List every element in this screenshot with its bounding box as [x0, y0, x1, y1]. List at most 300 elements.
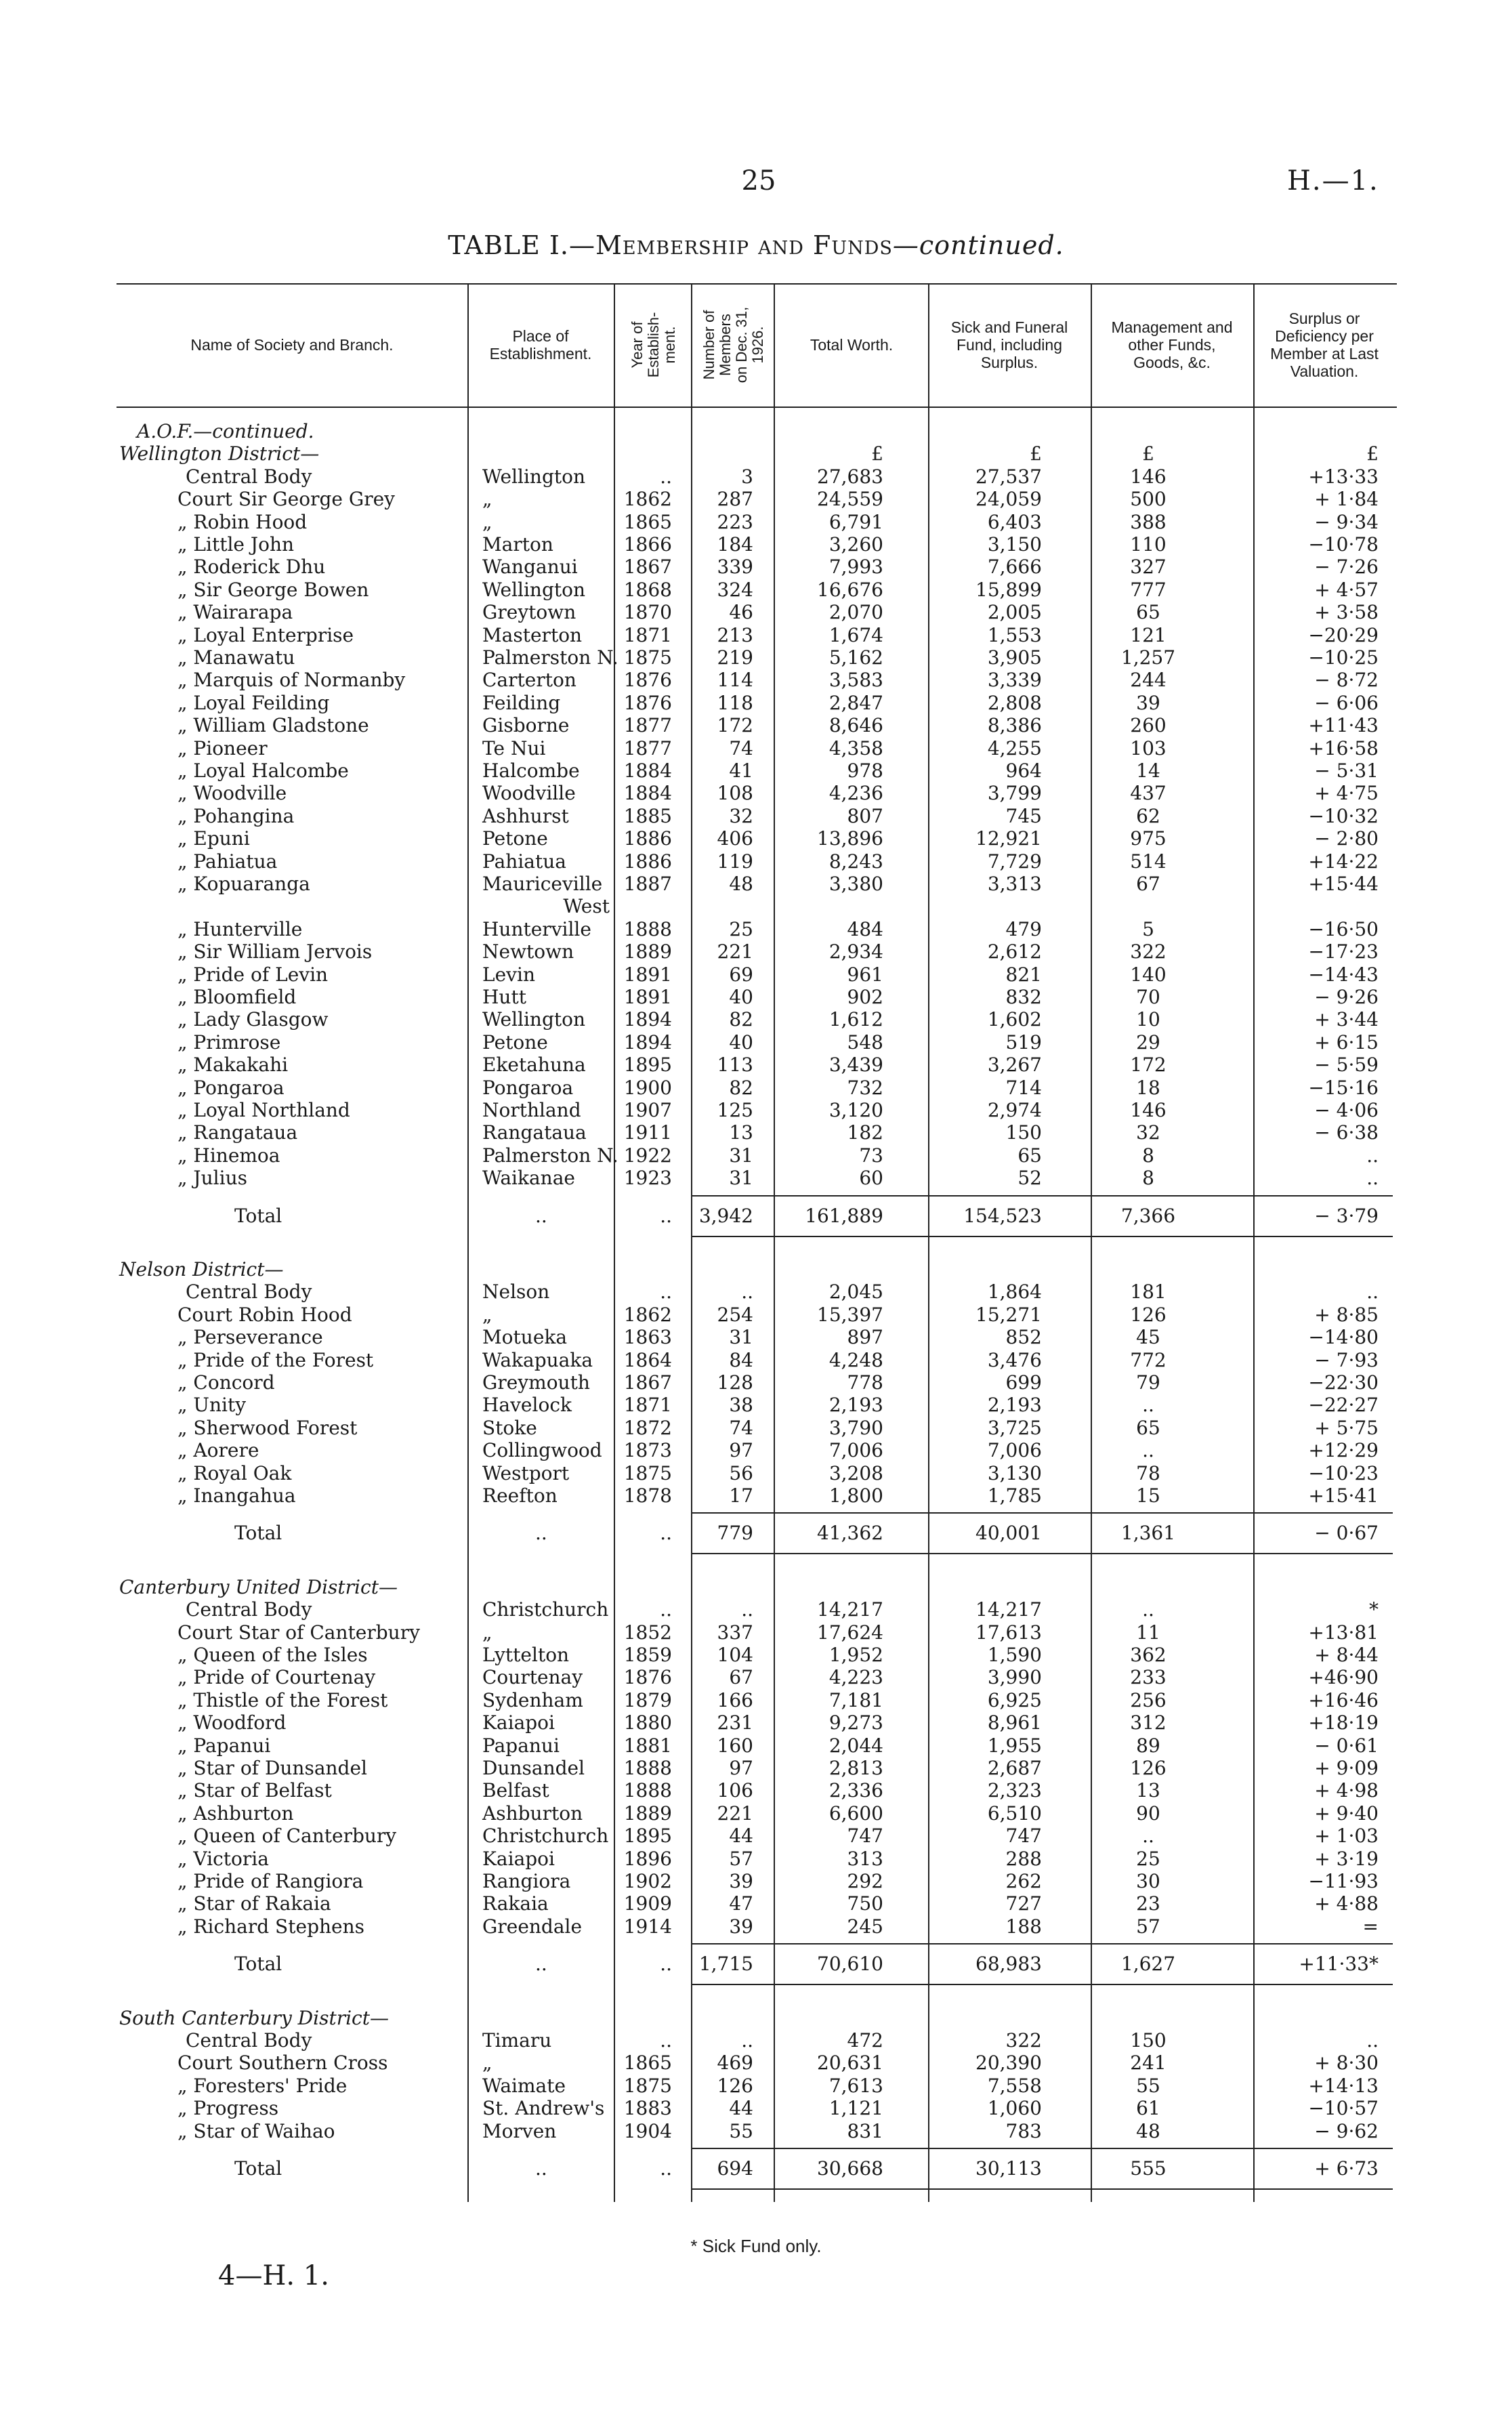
cell-members: 25 — [729, 917, 753, 940]
cell-place: Rangataua — [482, 1121, 587, 1144]
cell-place: Waikanae — [482, 1167, 575, 1190]
col-header-management: Management and other Funds, Goods, &c. — [1111, 318, 1233, 371]
cell-mgmt: 126 — [1130, 1303, 1167, 1326]
currency-unit: £ — [1366, 442, 1379, 465]
cell-mgmt: 1,257 — [1120, 646, 1176, 669]
cell-total: 2,336 — [828, 1779, 883, 1802]
cell-surplus: + 4·57 — [1314, 578, 1379, 601]
branch-name: „ Pride of the Forest — [177, 1348, 374, 1371]
cell-members: 44 — [729, 2097, 753, 2120]
total-row — [0, 1522, 1512, 1545]
cell-total: 245 — [847, 1915, 883, 1938]
cell-sick: 3,339 — [987, 669, 1042, 692]
cell-year: 1884 — [623, 760, 672, 782]
table-row — [0, 1825, 1512, 1848]
cell-year: 1867 — [623, 556, 672, 579]
cell-surplus: +15·41 — [1308, 1484, 1379, 1507]
cell-sick: 1,864 — [987, 1281, 1042, 1304]
cell-year: 1911 — [623, 1121, 672, 1144]
cell-surplus: + 1·03 — [1314, 1825, 1379, 1848]
cell-place: .. — [535, 2157, 547, 2180]
cell-sick: 15,271 — [975, 1303, 1042, 1326]
cell-members: 32 — [729, 804, 753, 827]
cell-sick: 1,955 — [987, 1734, 1042, 1757]
cell-place: Morven — [482, 2119, 557, 2142]
cell-year: 1900 — [623, 1076, 672, 1099]
cell-sick: 188 — [1005, 1915, 1042, 1938]
branch-name: „ Inangahua — [177, 1484, 296, 1507]
cell-place: Rakaia — [482, 1892, 549, 1915]
cell-year: 1923 — [623, 1167, 672, 1190]
branch-name: „ Kopuaranga — [177, 873, 310, 895]
cell-mgmt: 18 — [1136, 1076, 1160, 1099]
cell-members: .. — [741, 2029, 753, 2052]
branch-name: „ Pride of Levin — [177, 963, 329, 986]
cell-members: 221 — [717, 940, 753, 963]
cell-year: 1867 — [623, 1371, 672, 1394]
cell-place: „ — [482, 2052, 492, 2075]
cell-place: Waimate — [482, 2074, 566, 2097]
cell-sick: 3,313 — [987, 873, 1042, 895]
total-label: Total — [234, 1204, 282, 1227]
cell-sick: 2,808 — [987, 691, 1042, 714]
table-row — [0, 1281, 1512, 1304]
branch-name: „ Perseverance — [177, 1326, 323, 1349]
cell-place: Te Nui — [482, 736, 546, 760]
cell-mgmt: .. — [1142, 1439, 1154, 1462]
cell-members: 221 — [717, 1802, 753, 1825]
cell-year: 1876 — [623, 669, 672, 692]
cell-sick: 3,267 — [987, 1054, 1042, 1077]
cell-sick: 6,403 — [987, 510, 1042, 533]
table-row — [0, 2120, 1512, 2143]
cell-total: 3,208 — [828, 1461, 883, 1484]
cell-year: 1879 — [623, 1688, 672, 1711]
cell-members: 82 — [729, 1076, 753, 1099]
cell-total: 3,120 — [828, 1099, 883, 1121]
branch-name: „ Bloomfield — [177, 986, 297, 1008]
cell-surplus: −10·23 — [1308, 1461, 1379, 1484]
cell-surplus: +18·19 — [1308, 1711, 1379, 1734]
cell-place: Rangiora — [482, 1870, 571, 1892]
cell-surplus: + 3·19 — [1314, 1847, 1379, 1870]
branch-name: „ Richard Stephens — [177, 1915, 364, 1938]
cell-place: Feilding — [482, 691, 561, 714]
cell-total: 73 — [859, 1144, 883, 1167]
col-header-surplus: Surplus or Deficiency per Member at Last Valuation. — [1270, 310, 1379, 380]
cell-mgmt: 975 — [1130, 827, 1167, 850]
cell-place: Pahiatua — [482, 850, 566, 873]
cell-year: 1875 — [623, 646, 672, 669]
cell-sick: 6,510 — [987, 1802, 1042, 1825]
branch-name: „ Loyal Halcombe — [177, 760, 349, 782]
cell-total: 27,683 — [817, 465, 883, 488]
cell-sick: 2,612 — [987, 940, 1042, 963]
cell-year: 1871 — [623, 623, 672, 646]
cell-total: 961 — [847, 963, 883, 986]
cell-mgmt: 146 — [1130, 1099, 1167, 1121]
branch-name: „ Foresters' Pride — [177, 2074, 348, 2097]
cell-total: 978 — [847, 760, 883, 782]
branch-name: „ Robin Hood — [177, 510, 308, 533]
cell-sick: 1,590 — [987, 1644, 1042, 1666]
cell-year: .. — [660, 2157, 672, 2180]
cell-year: 1878 — [623, 1484, 672, 1507]
cell-mgmt: 48 — [1136, 2119, 1160, 2142]
col-header-year-label: Year of Establish-ment. — [629, 312, 678, 378]
cell-members: 104 — [717, 1644, 753, 1666]
cell-members: 31 — [729, 1144, 753, 1167]
table-row — [0, 1304, 1512, 1327]
cell-surplus: .. — [1366, 1144, 1379, 1167]
cell-mgmt: 514 — [1130, 850, 1167, 873]
cell-year: 1896 — [623, 1847, 672, 1870]
table-row — [0, 1008, 1512, 1031]
table-row — [0, 873, 1512, 896]
cell-members: 3 — [741, 465, 753, 488]
cell-year: 1875 — [623, 2074, 672, 2097]
cell-mgmt: 89 — [1136, 1734, 1160, 1757]
total-row — [0, 1205, 1512, 1228]
cell-sick: 3,725 — [987, 1416, 1042, 1439]
cell-surplus: +46·90 — [1308, 1666, 1379, 1689]
title-main: TABLE I.— — [448, 230, 596, 260]
table-row — [0, 737, 1512, 760]
cell-place: Collingwood — [482, 1439, 602, 1462]
cell-total: 472 — [847, 2029, 883, 2052]
table-row — [0, 963, 1512, 986]
cell-total: 747 — [847, 1825, 883, 1848]
cell-mgmt: 260 — [1130, 714, 1167, 737]
cell-place: „ — [482, 1303, 492, 1326]
cell-mgmt: 14 — [1136, 760, 1160, 782]
branch-name: „ Hinemoa — [177, 1144, 280, 1167]
cell-total: 2,193 — [828, 1394, 883, 1417]
table-row — [0, 1757, 1512, 1780]
branch-name: „ Roderick Dhu — [177, 556, 326, 579]
branch-name: „ Queen of Canterbury — [177, 1825, 397, 1848]
cell-members: 82 — [729, 1008, 753, 1031]
cell-year: 1914 — [623, 1915, 672, 1938]
cell-surplus: + 8·44 — [1314, 1644, 1379, 1666]
cell-year: 1886 — [623, 827, 672, 850]
cell-sick: 832 — [1005, 986, 1042, 1008]
cell-place: Greendale — [482, 1915, 583, 1938]
cell-place: Masterton — [482, 623, 583, 646]
cell-sick: 7,006 — [987, 1439, 1042, 1462]
total-row — [0, 2157, 1512, 2180]
cell-place: Dunsandel — [482, 1757, 585, 1779]
cell-mgmt: .. — [1142, 1598, 1154, 1621]
branch-name: „ Loyal Feilding — [177, 691, 330, 714]
cell-mgmt: 777 — [1130, 578, 1167, 601]
cell-mgmt: 121 — [1130, 623, 1167, 646]
cell-mgmt: 45 — [1136, 1326, 1160, 1349]
cell-total: 70,610 — [817, 1953, 883, 1976]
cell-sick: 24,059 — [975, 488, 1042, 511]
table-row — [0, 714, 1512, 737]
cell-members: 337 — [717, 1621, 753, 1644]
cell-total: 1,952 — [828, 1644, 883, 1666]
cell-total: 3,583 — [828, 669, 883, 692]
cell-total: 41,362 — [817, 1522, 883, 1545]
cell-mgmt: 327 — [1130, 556, 1167, 579]
cell-members: 31 — [729, 1326, 753, 1349]
branch-name: „ Manawatu — [177, 646, 295, 669]
cell-members: 55 — [729, 2119, 753, 2142]
branch-name: „ Little John — [177, 533, 295, 556]
table-row — [0, 601, 1512, 624]
col-header-name: Name of Society and Branch. — [190, 336, 394, 354]
cell-surplus: − 3·79 — [1314, 1204, 1379, 1227]
table-row — [0, 511, 1512, 534]
col-header-members — [694, 285, 774, 405]
table-row — [0, 533, 1512, 556]
district-name: Nelson District— — [119, 1258, 284, 1281]
cell-place: Newtown — [482, 940, 574, 963]
cell-sick: 12,921 — [975, 827, 1042, 850]
header-bottom-rule — [117, 407, 1397, 408]
cell-mgmt: 8 — [1142, 1144, 1154, 1167]
cell-mgmt: 322 — [1130, 940, 1167, 963]
cell-surplus: − 8·72 — [1314, 669, 1379, 692]
cell-total: 548 — [847, 1031, 883, 1054]
total-top-rule — [691, 1943, 1393, 1945]
table-row — [0, 1326, 1512, 1349]
cell-mgmt: 244 — [1130, 669, 1167, 692]
cell-members: 126 — [717, 2074, 753, 2097]
cell-surplus: +14·13 — [1308, 2074, 1379, 2097]
cell-year: 1872 — [623, 1416, 672, 1439]
col-header-total-worth: Total Worth. — [810, 336, 894, 354]
branch-name: „ Julius — [177, 1167, 247, 1190]
cell-mgmt: 55 — [1136, 2074, 1160, 2097]
currency-unit: £ — [1142, 442, 1154, 465]
cell-surplus: +11·43 — [1308, 714, 1379, 737]
cell-total: 14,217 — [817, 1598, 883, 1621]
cell-mgmt: 62 — [1136, 804, 1160, 827]
cell-members: 324 — [717, 578, 753, 601]
cell-total: 15,397 — [817, 1303, 883, 1326]
cell-place: Timaru — [482, 2029, 552, 2052]
table-row — [0, 2097, 1512, 2120]
cell-surplus: − 7·93 — [1314, 1348, 1379, 1371]
branch-name: „ Rangataua — [177, 1121, 298, 1144]
cell-place: Nelson — [482, 1281, 550, 1304]
cell-year: 1859 — [623, 1644, 672, 1666]
cell-surplus: + 6·73 — [1314, 2157, 1379, 2180]
cell-sick: 964 — [1005, 760, 1042, 782]
branch-name: „ Pohangina — [177, 804, 295, 827]
table-row — [0, 1077, 1512, 1100]
cell-mgmt: 25 — [1136, 1847, 1160, 1870]
table-row — [0, 1870, 1512, 1893]
table-row — [0, 1462, 1512, 1485]
cell-total: 8,646 — [828, 714, 883, 737]
cell-year: 1886 — [623, 850, 672, 873]
cell-year: 1864 — [623, 1348, 672, 1371]
branch-name: „ Aorere — [177, 1439, 259, 1462]
branch-name: „ Star of Rakaia — [177, 1892, 331, 1915]
cell-total: 2,044 — [828, 1734, 883, 1757]
cell-total: 4,248 — [828, 1348, 883, 1371]
cell-total: 3,380 — [828, 873, 883, 895]
cell-surplus: − 5·59 — [1314, 1054, 1379, 1077]
total-bottom-rule — [691, 1984, 1393, 1985]
cell-mgmt: 110 — [1130, 533, 1167, 556]
cell-mgmt: 7,366 — [1120, 1204, 1176, 1227]
cell-place: Wakapuaka — [482, 1348, 593, 1371]
branch-name: „ Pride of Courtenay — [177, 1666, 376, 1689]
cell-place: Marton — [482, 533, 553, 556]
title-smallcaps: Membership and Funds — [595, 230, 893, 260]
cell-total: 3,260 — [828, 533, 883, 556]
table-row — [0, 940, 1512, 963]
cell-place: .. — [535, 1204, 547, 1227]
cell-surplus: −16·50 — [1308, 917, 1379, 940]
cell-place: Petone — [482, 827, 548, 850]
cell-mgmt: 150 — [1130, 2029, 1167, 2052]
cell-sick: 40,001 — [975, 1522, 1042, 1545]
table-row — [0, 646, 1512, 669]
branch-name: „ Loyal Northland — [177, 1099, 350, 1121]
cell-year: 1894 — [623, 1008, 672, 1031]
branch-name: „ Sherwood Forest — [177, 1416, 358, 1439]
cell-mgmt: 29 — [1136, 1031, 1160, 1054]
cell-total: 20,631 — [817, 2052, 883, 2075]
cell-sick: 65 — [1017, 1144, 1042, 1167]
cell-total: 30,668 — [817, 2157, 883, 2180]
cell-year: .. — [660, 2029, 672, 2052]
branch-name: „ Pioneer — [177, 736, 268, 760]
cell-year: 1907 — [623, 1099, 672, 1121]
cell-year: 1876 — [623, 691, 672, 714]
cell-sick: 3,130 — [987, 1461, 1042, 1484]
cell-sick: 20,390 — [975, 2052, 1042, 2075]
cell-surplus: −22·30 — [1308, 1371, 1379, 1394]
cell-year: 1888 — [623, 917, 672, 940]
cell-total: 750 — [847, 1892, 883, 1915]
cell-surplus: −22·27 — [1308, 1394, 1379, 1417]
cell-total: 4,358 — [828, 736, 883, 760]
cell-year: .. — [660, 1281, 672, 1304]
col-header-place: Place of Establishment. — [489, 327, 592, 362]
cell-place: Petone — [482, 1031, 548, 1054]
table-row — [0, 2052, 1512, 2075]
cell-mgmt: 65 — [1136, 601, 1160, 624]
cell-mgmt: 39 — [1136, 691, 1160, 714]
title-italic: —continued. — [892, 230, 1064, 260]
cell-year: 1875 — [623, 1461, 672, 1484]
cell-place: Papanui — [482, 1734, 560, 1757]
table-row — [0, 669, 1512, 692]
total-label: Total — [234, 2157, 282, 2180]
cell-year: 1873 — [623, 1439, 672, 1462]
table-row — [0, 986, 1512, 1009]
cell-total: 17,624 — [817, 1621, 883, 1644]
cell-total: 807 — [847, 804, 883, 827]
cell-mgmt: 555 — [1130, 2157, 1167, 2180]
table-row — [0, 760, 1512, 783]
cell-total: 732 — [847, 1076, 883, 1099]
cell-year: 1862 — [623, 488, 672, 511]
cell-surplus: − 9·34 — [1314, 510, 1379, 533]
cell-total: 1,800 — [828, 1484, 883, 1507]
cell-sick: 699 — [1005, 1371, 1042, 1394]
cell-members: 39 — [729, 1870, 753, 1892]
cell-year: 1884 — [623, 782, 672, 805]
cell-total: 292 — [847, 1870, 883, 1892]
cell-total: 484 — [847, 917, 883, 940]
table-row — [0, 1484, 1512, 1507]
branch-name: Central Body — [186, 1281, 312, 1304]
cell-surplus: +14·22 — [1308, 850, 1379, 873]
table-row — [0, 1848, 1512, 1871]
cell-members: 47 — [729, 1892, 753, 1915]
branch-name: Court Star of Canterbury — [177, 1621, 420, 1644]
branch-name: Court Sir George Grey — [177, 488, 395, 511]
cell-sick: 3,476 — [987, 1348, 1042, 1371]
cell-surplus: − 7·26 — [1314, 556, 1379, 579]
cell-year: 1887 — [623, 873, 672, 895]
cell-place: Lyttelton — [482, 1644, 570, 1666]
society-heading-row — [0, 420, 1512, 443]
cell-year: 1889 — [623, 1802, 672, 1825]
branch-name: „ Primrose — [177, 1031, 281, 1054]
cell-year: 1863 — [623, 1326, 672, 1349]
table-row — [0, 1644, 1512, 1667]
cell-members: 1,715 — [698, 1953, 753, 1976]
cell-members: 97 — [729, 1439, 753, 1462]
cell-members: 74 — [729, 736, 753, 760]
cell-surplus: + 1·84 — [1314, 488, 1379, 511]
branch-name: Court Robin Hood — [177, 1303, 352, 1326]
col-header-year — [616, 285, 691, 405]
cell-sick: 2,974 — [987, 1099, 1042, 1121]
cell-sick: 27,537 — [975, 465, 1042, 488]
cell-sick: 7,666 — [987, 556, 1042, 579]
cell-total: 13,896 — [817, 827, 883, 850]
cell-sick: 30,113 — [975, 2157, 1042, 2180]
cell-year: 1922 — [623, 1144, 672, 1167]
cell-mgmt: 23 — [1136, 1892, 1160, 1915]
col-header-sick-fund: Sick and Funeral Fund, including Surplus. — [950, 318, 1068, 371]
cell-year: 1881 — [623, 1734, 672, 1757]
cell-members: 160 — [717, 1734, 753, 1757]
cell-total: 902 — [847, 986, 883, 1008]
cell-mgmt: 172 — [1130, 1054, 1167, 1077]
cell-mgmt: 181 — [1130, 1281, 1167, 1304]
cell-members: 40 — [729, 1031, 753, 1054]
cell-surplus: −14·43 — [1308, 963, 1379, 986]
cell-total: 831 — [847, 2119, 883, 2142]
cell-members: 172 — [717, 714, 753, 737]
district-name: South Canterbury District— — [119, 2006, 389, 2029]
cell-total: 7,181 — [828, 1688, 883, 1711]
cell-year: 1891 — [623, 986, 672, 1008]
cell-members: 40 — [729, 986, 753, 1008]
district-heading-row — [0, 1258, 1512, 1281]
table-row — [0, 1915, 1512, 1938]
branch-name: „ Wairarapa — [177, 601, 293, 624]
cell-members: 779 — [717, 1522, 753, 1545]
cell-year: 1891 — [623, 963, 672, 986]
cell-place: Wellington — [482, 465, 586, 488]
cell-place: Greymouth — [482, 1371, 590, 1394]
branch-name: „ Star of Dunsandel — [177, 1757, 367, 1779]
cell-place: Pongaroa — [482, 1076, 574, 1099]
cell-mgmt: 79 — [1136, 1371, 1160, 1394]
